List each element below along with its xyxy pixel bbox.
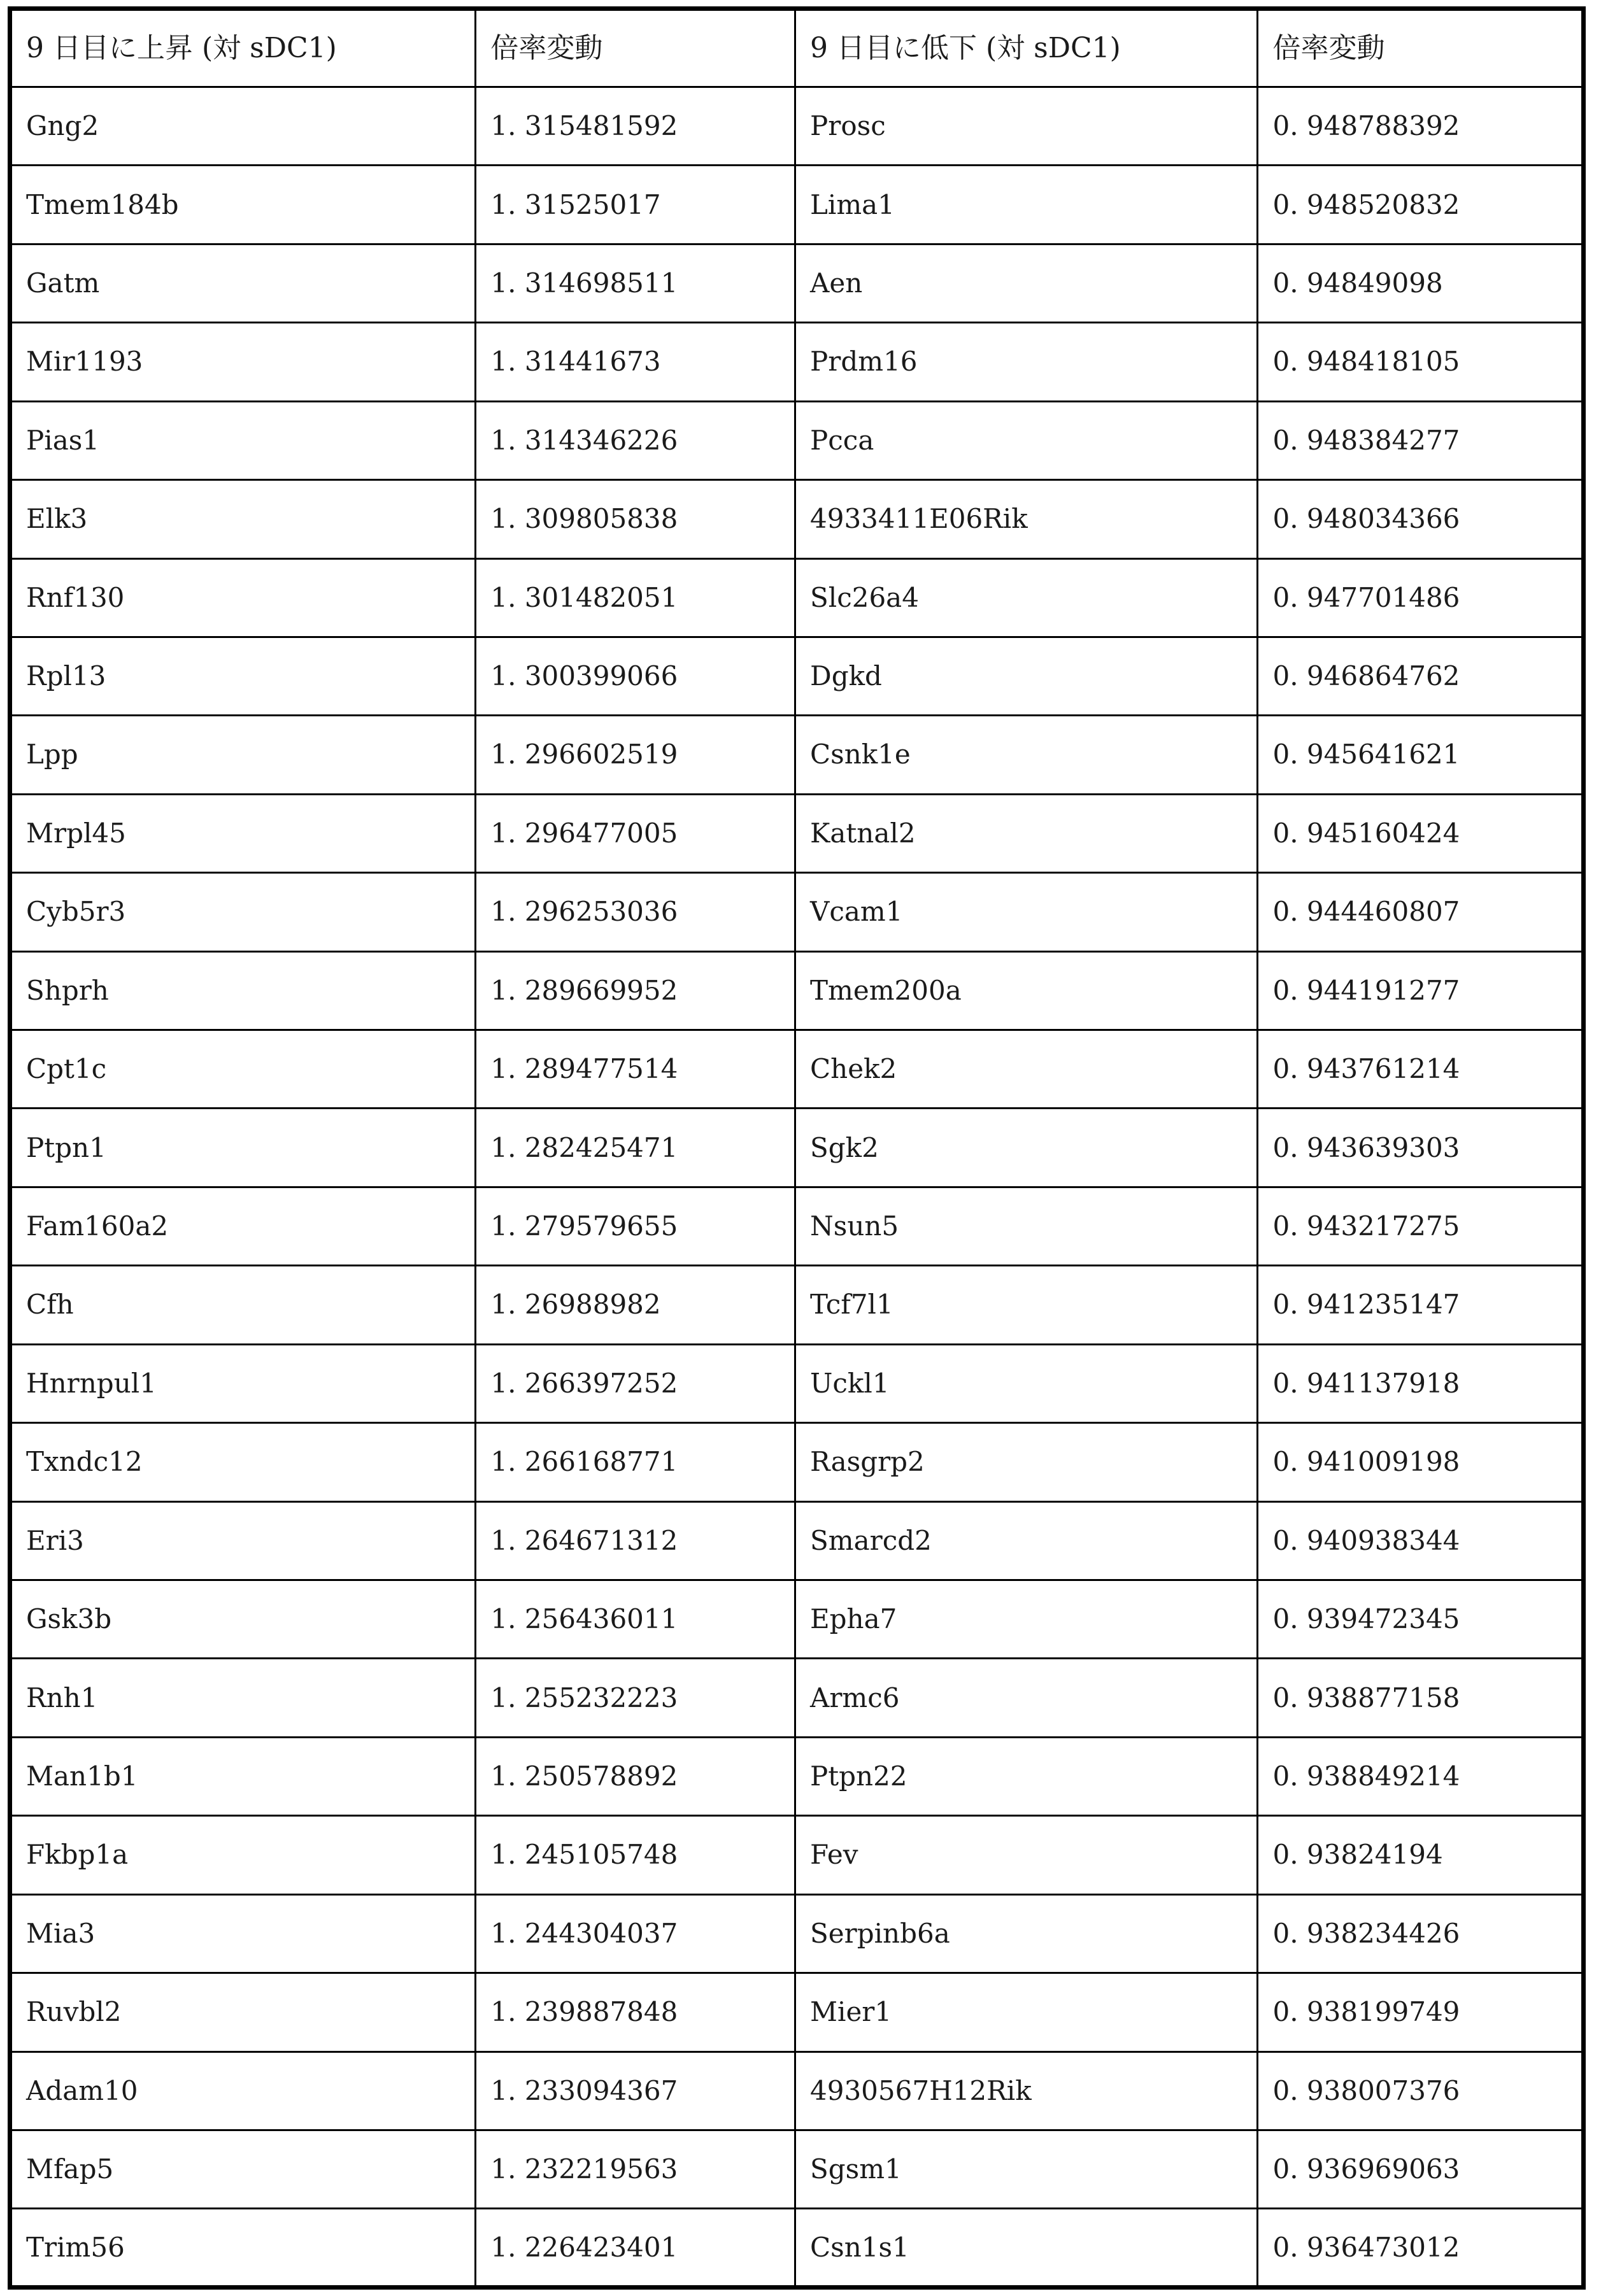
fold-change-cell: 1. 296253036 (476, 873, 795, 951)
gene-name-cell: Ruvbl2 (10, 1973, 476, 2052)
table-row (10, 2052, 1584, 2130)
fold-change-cell: 0. 938234426 (1258, 1894, 1584, 1973)
gene-name-cell: Adam10 (10, 2052, 476, 2130)
header-fold-change-up: 倍率変動 (476, 9, 795, 87)
gene-name-cell: Tcf7l1 (795, 1266, 1258, 1344)
gene-name-cell: Fkbp1a (10, 1816, 476, 1894)
fold-change-cell: 0. 938007376 (1258, 2052, 1584, 2130)
fold-change-cell: 0. 943761214 (1258, 1030, 1584, 1109)
table-row (10, 1501, 1584, 1580)
table-row (10, 2209, 1584, 2288)
table-row (10, 401, 1584, 479)
table-row (10, 1423, 1584, 1501)
fold-change-cell: 0. 939472345 (1258, 1580, 1584, 1659)
fold-change-cell: 1. 296602519 (476, 716, 795, 794)
gene-name-cell: Gatm (10, 244, 476, 322)
fold-change-cell: 0. 938877158 (1258, 1659, 1584, 1737)
gene-name-cell: Tmem184b (10, 166, 476, 244)
header-fold-change-down: 倍率変動 (1258, 9, 1584, 87)
gene-name-cell: Fam160a2 (10, 1187, 476, 1265)
gene-name-cell: Mfap5 (10, 2130, 476, 2208)
fold-change-cell: 0. 938849214 (1258, 1737, 1584, 1815)
fold-change-cell: 0. 948418105 (1258, 323, 1584, 401)
header-downregulated-genes: 9 日目に低下 (対 sDC1) (795, 9, 1258, 87)
table-row (10, 244, 1584, 322)
table-row (10, 1266, 1584, 1344)
fold-change-cell: 1. 296477005 (476, 794, 795, 872)
gene-name-cell: Sgsm1 (795, 2130, 1258, 2208)
gene-name-cell: Ptpn22 (795, 1737, 1258, 1815)
fold-change-cell: 0. 938199749 (1258, 1973, 1584, 2052)
gene-name-cell: Tmem200a (795, 951, 1258, 1030)
fold-change-cell: 1. 314698511 (476, 244, 795, 322)
gene-name-cell: Pcca (795, 401, 1258, 479)
gene-name-cell: Mrpl45 (10, 794, 476, 872)
table-row (10, 1659, 1584, 1737)
gene-name-cell: Aen (795, 244, 1258, 322)
fold-change-cell: 0. 940938344 (1258, 1501, 1584, 1580)
gene-name-cell: 4933411E06Rik (795, 480, 1258, 558)
gene-name-cell: Csn1s1 (795, 2209, 1258, 2288)
gene-name-cell: Lpp (10, 716, 476, 794)
fold-change-cell: 0. 948520832 (1258, 166, 1584, 244)
gene-name-cell: Lima1 (795, 166, 1258, 244)
gene-name-cell: Cfh (10, 1266, 476, 1344)
table-row (10, 166, 1584, 244)
fold-change-cell: 1. 314346226 (476, 401, 795, 479)
fold-change-cell: 0. 941137918 (1258, 1344, 1584, 1422)
fold-change-cell: 0. 944460807 (1258, 873, 1584, 951)
fold-change-cell: 0. 936969063 (1258, 2130, 1584, 2208)
table-row (10, 2130, 1584, 2208)
gene-name-cell: Rasgrp2 (795, 1423, 1258, 1501)
gene-name-cell: Rnf130 (10, 558, 476, 637)
fold-change-cell: 1. 31441673 (476, 323, 795, 401)
gene-name-cell: Armc6 (795, 1659, 1258, 1737)
table-row (10, 1344, 1584, 1422)
table-header (10, 9, 1584, 87)
header-upregulated-genes: 9 日目に上昇 (対 sDC1) (10, 9, 476, 87)
fold-change-cell: 1. 266397252 (476, 1344, 795, 1422)
gene-name-cell: Cyb5r3 (10, 873, 476, 951)
gene-name-cell: Mier1 (795, 1973, 1258, 2052)
fold-change-cell: 0. 948034366 (1258, 480, 1584, 558)
fold-change-cell: 0. 948788392 (1258, 87, 1584, 166)
fold-change-cell: 1. 300399066 (476, 637, 795, 715)
table-row (10, 1894, 1584, 1973)
fold-change-cell: 0. 943217275 (1258, 1187, 1584, 1265)
table-body (10, 87, 1584, 2288)
table-row (10, 558, 1584, 637)
gene-name-cell: Csnk1e (795, 716, 1258, 794)
table-row (10, 637, 1584, 715)
fold-change-cell: 0. 943639303 (1258, 1109, 1584, 1187)
fold-change-cell: 1. 233094367 (476, 2052, 795, 2130)
gene-name-cell: Prosc (795, 87, 1258, 166)
table-row (10, 951, 1584, 1030)
gene-name-cell: Chek2 (795, 1030, 1258, 1109)
gene-name-cell: Vcam1 (795, 873, 1258, 951)
fold-change-cell: 1. 244304037 (476, 1894, 795, 1973)
gene-name-cell: Gng2 (10, 87, 476, 166)
fold-change-cell: 1. 289477514 (476, 1030, 795, 1109)
table-row (10, 1816, 1584, 1894)
table-row (10, 1737, 1584, 1815)
fold-change-cell: 1. 26988982 (476, 1266, 795, 1344)
gene-name-cell: Ptpn1 (10, 1109, 476, 1187)
fold-change-cell: 1. 266168771 (476, 1423, 795, 1501)
gene-name-cell: Gsk3b (10, 1580, 476, 1659)
gene-name-cell: Prdm16 (795, 323, 1258, 401)
gene-name-cell: Mir1193 (10, 323, 476, 401)
fold-change-cell: 1. 256436011 (476, 1580, 795, 1659)
gene-name-cell: Hnrnpul1 (10, 1344, 476, 1422)
table-row (10, 480, 1584, 558)
table-row (10, 794, 1584, 872)
fold-change-cell: 0. 936473012 (1258, 2209, 1584, 2288)
fold-change-cell: 1. 289669952 (476, 951, 795, 1030)
gene-name-cell: Epha7 (795, 1580, 1258, 1659)
fold-change-cell: 1. 279579655 (476, 1187, 795, 1265)
gene-name-cell: Slc26a4 (795, 558, 1258, 637)
gene-name-cell: Sgk2 (795, 1109, 1258, 1187)
gene-fold-change-table (8, 6, 1586, 2290)
fold-change-cell: 0. 947701486 (1258, 558, 1584, 637)
fold-change-cell: 0. 941235147 (1258, 1266, 1584, 1344)
gene-name-cell: Man1b1 (10, 1737, 476, 1815)
gene-name-cell: Txndc12 (10, 1423, 476, 1501)
fold-change-cell: 0. 93824194 (1258, 1816, 1584, 1894)
gene-name-cell: Dgkd (795, 637, 1258, 715)
fold-change-cell: 1. 31525017 (476, 166, 795, 244)
table-row (10, 716, 1584, 794)
fold-change-cell: 1. 309805838 (476, 480, 795, 558)
header-row (10, 9, 1584, 87)
table-row (10, 323, 1584, 401)
fold-change-cell: 1. 226423401 (476, 2209, 795, 2288)
gene-name-cell: Mia3 (10, 1894, 476, 1973)
table-row (10, 1580, 1584, 1659)
table-row (10, 1109, 1584, 1187)
gene-name-cell: Eri3 (10, 1501, 476, 1580)
gene-name-cell: Trim56 (10, 2209, 476, 2288)
fold-change-cell: 1. 282425471 (476, 1109, 795, 1187)
fold-change-cell: 0. 948384277 (1258, 401, 1584, 479)
gene-name-cell: Shprh (10, 951, 476, 1030)
fold-change-cell: 1. 239887848 (476, 1973, 795, 2052)
fold-change-cell: 1. 264671312 (476, 1501, 795, 1580)
table-row (10, 87, 1584, 166)
gene-name-cell: Rpl13 (10, 637, 476, 715)
fold-change-cell: 1. 250578892 (476, 1737, 795, 1815)
fold-change-cell: 0. 946864762 (1258, 637, 1584, 715)
fold-change-cell: 0. 941009198 (1258, 1423, 1584, 1501)
gene-name-cell: Rnh1 (10, 1659, 476, 1737)
gene-name-cell: Uckl1 (795, 1344, 1258, 1422)
fold-change-cell: 1. 245105748 (476, 1816, 795, 1894)
fold-change-cell: 1. 315481592 (476, 87, 795, 166)
gene-name-cell: Nsun5 (795, 1187, 1258, 1265)
gene-name-cell: 4930567H12Rik (795, 2052, 1258, 2130)
gene-name-cell: Elk3 (10, 480, 476, 558)
gene-name-cell: Cpt1c (10, 1030, 476, 1109)
table-row (10, 873, 1584, 951)
fold-change-cell: 1. 255232223 (476, 1659, 795, 1737)
gene-name-cell: Smarcd2 (795, 1501, 1258, 1580)
fold-change-cell: 0. 944191277 (1258, 951, 1584, 1030)
table-row (10, 1030, 1584, 1109)
gene-name-cell: Fev (795, 1816, 1258, 1894)
fold-change-cell: 0. 945160424 (1258, 794, 1584, 872)
table-row (10, 1973, 1584, 2052)
fold-change-cell: 0. 945641621 (1258, 716, 1584, 794)
table-row (10, 1187, 1584, 1265)
gene-name-cell: Katnal2 (795, 794, 1258, 872)
fold-change-cell: 1. 301482051 (476, 558, 795, 637)
gene-name-cell: Serpinb6a (795, 1894, 1258, 1973)
fold-change-cell: 0. 94849098 (1258, 244, 1584, 322)
gene-name-cell: Pias1 (10, 401, 476, 479)
fold-change-cell: 1. 232219563 (476, 2130, 795, 2208)
